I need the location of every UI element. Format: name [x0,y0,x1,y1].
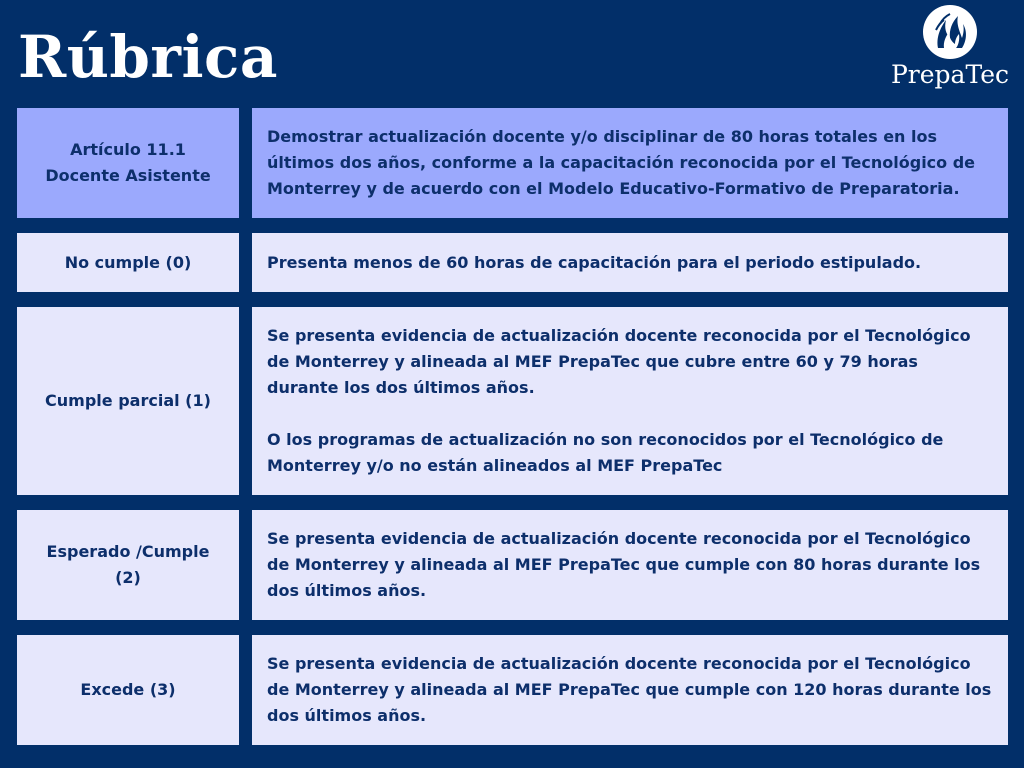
level-label: No cumple (0) [64,252,192,272]
page-title: Rúbrica [18,23,278,91]
criterion-description: Demostrar actualización docente y/o disciplinar de 80 horas totales en los últimos dos años, conforme a la capacitación reconocida por el Tecnológico de Monterrey y de acuerdo con el Modelo Educativo-Formativo de Preparatoria. [267,127,976,198]
level-label-cell [17,307,239,495]
level-label-cell [17,635,239,745]
level-description: Se presenta evidencia de actualización docente reconocida por el Tecnológico de Monterrey y alineada al MEF PrepaTec que cubre entre 60 y 79 horas durante los dos últimos años. [267,326,971,397]
level-description-cell [252,510,1008,620]
level-score: (2) [115,568,141,587]
level-label: Cumple parcial (1) [45,391,211,410]
criterion-description-cell [252,108,1008,218]
level-description-cell [252,635,1008,745]
logo-wordmark: PrepaTec [890,60,1009,89]
level-description-cell [252,307,1008,495]
prepatec-logo [886,4,1014,96]
level-description: Se presenta evidencia de actualización docente reconocida por el Tecnológico de Monterrey y alineada al MEF PrepaTec que cumple con 80 horas durante los dos últimos años. [267,529,981,600]
prepatec-flame-icon [922,4,978,60]
criterion-label-cell [17,108,239,218]
criterion-article: Artículo 11.1 [70,140,186,159]
level-label-cell [17,510,239,620]
level-description: Se presenta evidencia de actualización docente reconocida por el Tecnológico de Monterrey y alineada al MEF PrepaTec que cumple con 120 horas durante los dos últimos años. [267,654,992,725]
level-label: Esperado /Cumple [46,542,210,561]
criterion-role: Docente Asistente [45,166,211,185]
level-description-alt: O los programas de actualización no son reconocidos por el Tecnológico de Monterrey y/o no están alineados al MEF PrepaTec [267,430,944,475]
level-description-cell [252,233,1008,292]
level-description: Presenta menos de 60 horas de capacitación para el periodo estipulado. [267,252,922,272]
level-label: Excede (3) [80,680,176,699]
level-label-cell [17,233,239,292]
